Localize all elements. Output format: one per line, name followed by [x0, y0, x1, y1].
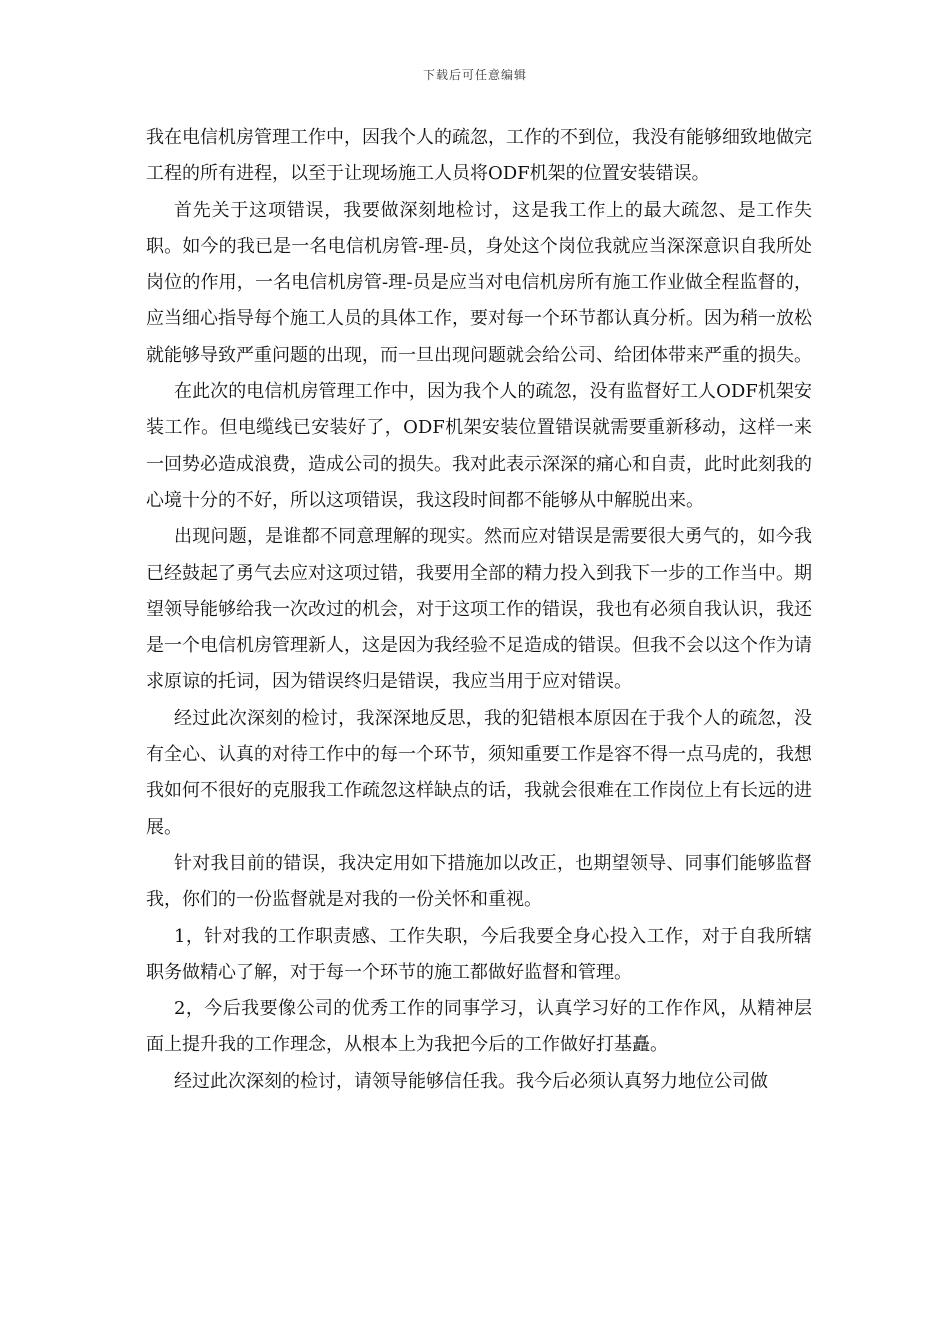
document-body: [146, 120, 812, 1100]
paragraph-4: 出现问题，是谁都不同意理解的现实。然而应对错误是需要很大勇气的，如今我已经鼓起了勇气去应对这项过错，我要用全部的精力投入到我下一步的工作当中。期望领导能够给我一次改过的机会，对于这项工作的错误，我也有必须自我认识，我还是一个电信机房管理新人，这是因为我经验不足造成的错误。但我不会以这个作为请求原谅的托词，因为错误终归是错误，我应当用于应对错误。: [146, 526, 812, 693]
paragraph-5: 经过此次深刻的检讨，我深深地反思，我的犯错根本原因在于我个人的疏忽，没有全心、认真的对待工作中的每一个环节，须知重要工作是容不得一点马虎的，我想我如何不很好的克服我工作疏忽这样缺点的话，我就会很难在工作岗位上有长远的进展。: [146, 707, 812, 838]
paragraph-9: 经过此次深刻的检讨，请领导能够信任我。我今后必须认真努力地位公司做: [174, 1070, 768, 1092]
paragraph-7: 1，针对我的工作职责感、工作失职，今后我要全身心投入工作，对于自我所辖职务做精心了解，对于每一个环节的施工都做好监督和管理。: [146, 925, 812, 983]
paragraph-2: 首先关于这项错误，我要做深刻地检讨，这是我工作上的最大疏忽、是工作失职。如今的我已是一名电信机房管-理-员，身处这个岗位我就应当深深意识自我所处岗位的作用，一名电信机房管-理-员是应当对电信机房所有施工作业做全程监督的，应当细心指导每个施工人员的具体工作，要对每一个环节都认真分析。因为稍一放松就能够导致严重问题的出现，而一旦出现问题就会给公司、给团体带来严重的损失。: [146, 199, 812, 366]
paragraph-1: 我在电信机房管理工作中，因我个人的疏忽，工作的不到位，我没有能够细致地做完工程的所有进程，以至于让现场施工人员将ODF机架的位置安装错误。: [146, 127, 812, 185]
paragraph-3: 在此次的电信机房管理工作中，因为我个人的疏忽，没有监督好工人ODF机架安装工作。但电缆线已安装好了，ODF机架安装位置错误就需要重新移动，这样一来一回势必造成浪费，造成公司的损失。我对此表示深深的痛心和自责，此时此刻我的心境十分的不好，所以这项错误，我这段时间都不能够从中解脱出来。: [146, 381, 812, 511]
paragraph-8: 2，今后我要像公司的优秀工作的同事学习，认真学习好的工作作风，从精神层面上提升我的工作理念，从根本上为我把今后的工作做好打基矗。: [146, 998, 812, 1056]
paragraph-6: 针对我目前的错误，我决定用如下措施加以改正，也期望领导、同事们能够监督我，你们的一份监督就是对我的一份关怀和重视。: [146, 852, 812, 911]
page-header: 下载后可任意编辑: [422, 68, 527, 82]
